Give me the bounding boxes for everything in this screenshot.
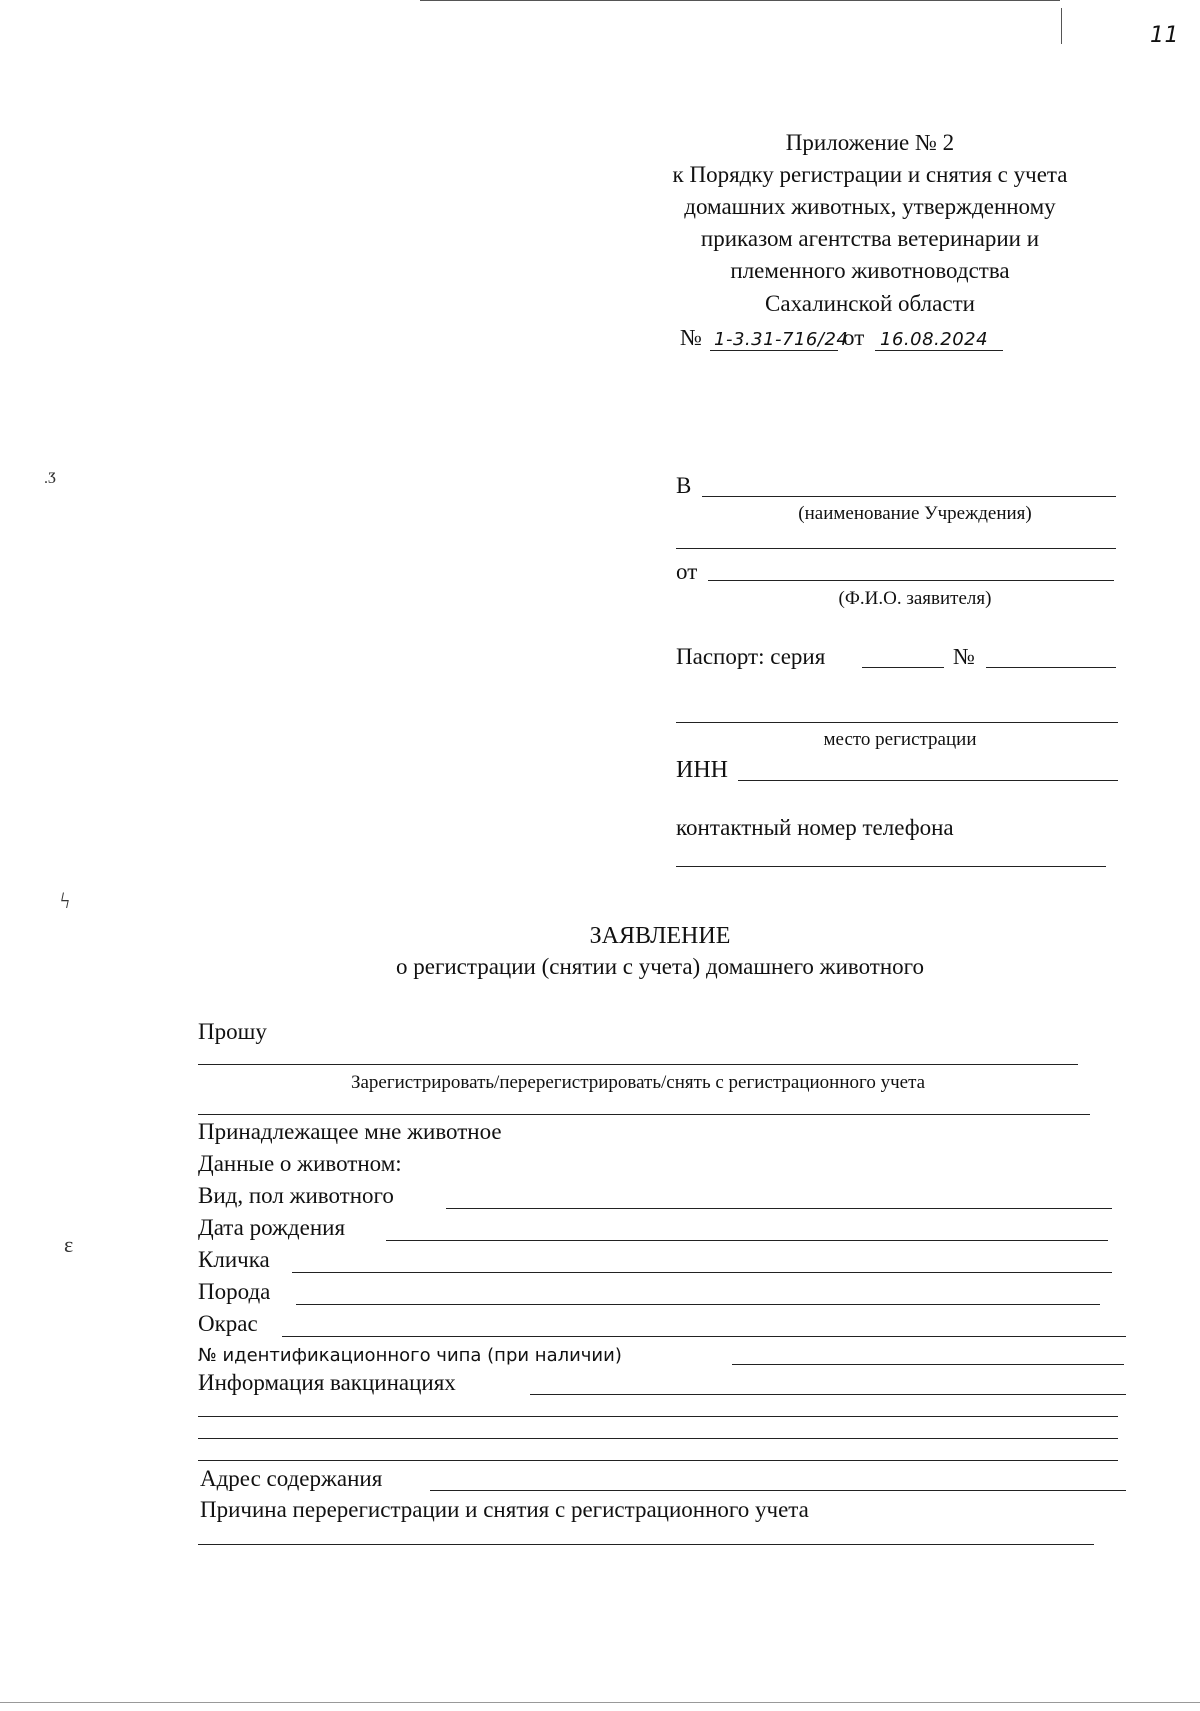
phone-label: контактный номер телефона	[676, 815, 954, 840]
passport-series-line[interactable]	[862, 667, 944, 668]
birth-date-label: Дата рождения	[198, 1215, 346, 1240]
birth-date-field[interactable]	[386, 1240, 1108, 1241]
to-field-line-2[interactable]	[676, 548, 1116, 549]
order-date-underline	[875, 350, 1003, 351]
vaccinations-field-4[interactable]	[198, 1460, 1118, 1461]
scan-speck: ϟ	[60, 888, 70, 913]
order-number-value: 1-3.31-716/24	[714, 329, 849, 350]
scan-border-bottom	[0, 1702, 1200, 1703]
appendix-line-2: домашних животных, утвержденному	[684, 194, 1056, 219]
request-caption: Зарегистрировать/перерегистрировать/снять с регистрационного учета	[350, 1072, 926, 1093]
order-number-label: №	[680, 325, 702, 350]
animal-data-label: Данные о животном:	[198, 1151, 402, 1176]
vaccinations-field-2[interactable]	[198, 1416, 1118, 1417]
vaccinations-field[interactable]	[530, 1394, 1126, 1395]
from-caption: (Ф.И.О. заявителя)	[838, 588, 992, 609]
breed-field[interactable]	[296, 1304, 1100, 1305]
species-sex-label: Вид, пол животного	[198, 1183, 394, 1208]
request-label: Прошу	[198, 1019, 267, 1044]
inn-field-line[interactable]	[738, 780, 1118, 781]
breed-label: Порода	[198, 1279, 271, 1304]
from-label: от	[676, 559, 698, 584]
passport-series-label: Паспорт: серия	[676, 644, 826, 669]
order-date-label: от	[843, 325, 865, 350]
request-field-line-2[interactable]	[198, 1114, 1090, 1115]
vaccinations-label: Информация вакцинациях	[198, 1370, 456, 1395]
inn-label: ИНН	[676, 757, 728, 783]
reason-field[interactable]	[198, 1544, 1094, 1545]
appendix-line-3: приказом агентства ветеринарии и	[700, 226, 1040, 251]
request-field-line[interactable]	[198, 1064, 1078, 1065]
color-field[interactable]	[282, 1336, 1126, 1337]
species-sex-field[interactable]	[446, 1208, 1112, 1209]
chip-field[interactable]	[732, 1364, 1124, 1365]
color-label: Окрас	[198, 1311, 258, 1336]
to-label: В	[676, 473, 692, 498]
scan-mark	[1061, 8, 1062, 44]
statement-title: ЗАЯВЛЕНИЕ	[589, 923, 731, 949]
chip-label: № идентификационного чипа (при наличии)	[198, 1345, 622, 1366]
statement-subtitle: о регистрации (снятии с учета) домашнего животного	[395, 954, 924, 979]
nickname-label: Кличка	[198, 1247, 270, 1272]
page-number: 11	[1150, 23, 1179, 48]
phone-field-line[interactable]	[676, 866, 1106, 867]
scan-speck: ɛ	[64, 1232, 74, 1257]
registration-caption: место регистрации	[823, 729, 977, 750]
order-date-value: 16.08.2024	[880, 329, 989, 350]
appendix-line-5: Сахалинской области	[765, 291, 975, 316]
scan-border-top	[420, 0, 1060, 1]
registration-line[interactable]	[676, 722, 1118, 723]
address-field[interactable]	[430, 1490, 1126, 1491]
reason-label: Причина перерегистрации и снятия с регистрационного учета	[200, 1497, 809, 1522]
from-field-line[interactable]	[708, 580, 1114, 581]
to-field-line[interactable]	[702, 496, 1116, 497]
address-label: Адрес содержания	[200, 1466, 383, 1491]
appendix-line-1: к Порядку регистрации и снятия с учета	[672, 162, 1068, 187]
appendix-title: Приложение № 2	[785, 130, 955, 155]
vaccinations-field-3[interactable]	[198, 1438, 1118, 1439]
order-number-underline	[710, 350, 838, 351]
owned-animal-label: Принадлежащее мне животное	[198, 1119, 502, 1144]
scan-speck: .Ӡ	[44, 470, 57, 487]
passport-number-line[interactable]	[986, 667, 1116, 668]
appendix-line-4: племенного животноводства	[730, 258, 1010, 283]
passport-number-label: №	[953, 644, 975, 669]
nickname-field[interactable]	[292, 1272, 1112, 1273]
to-caption: (наименование Учреждения)	[798, 503, 1032, 524]
